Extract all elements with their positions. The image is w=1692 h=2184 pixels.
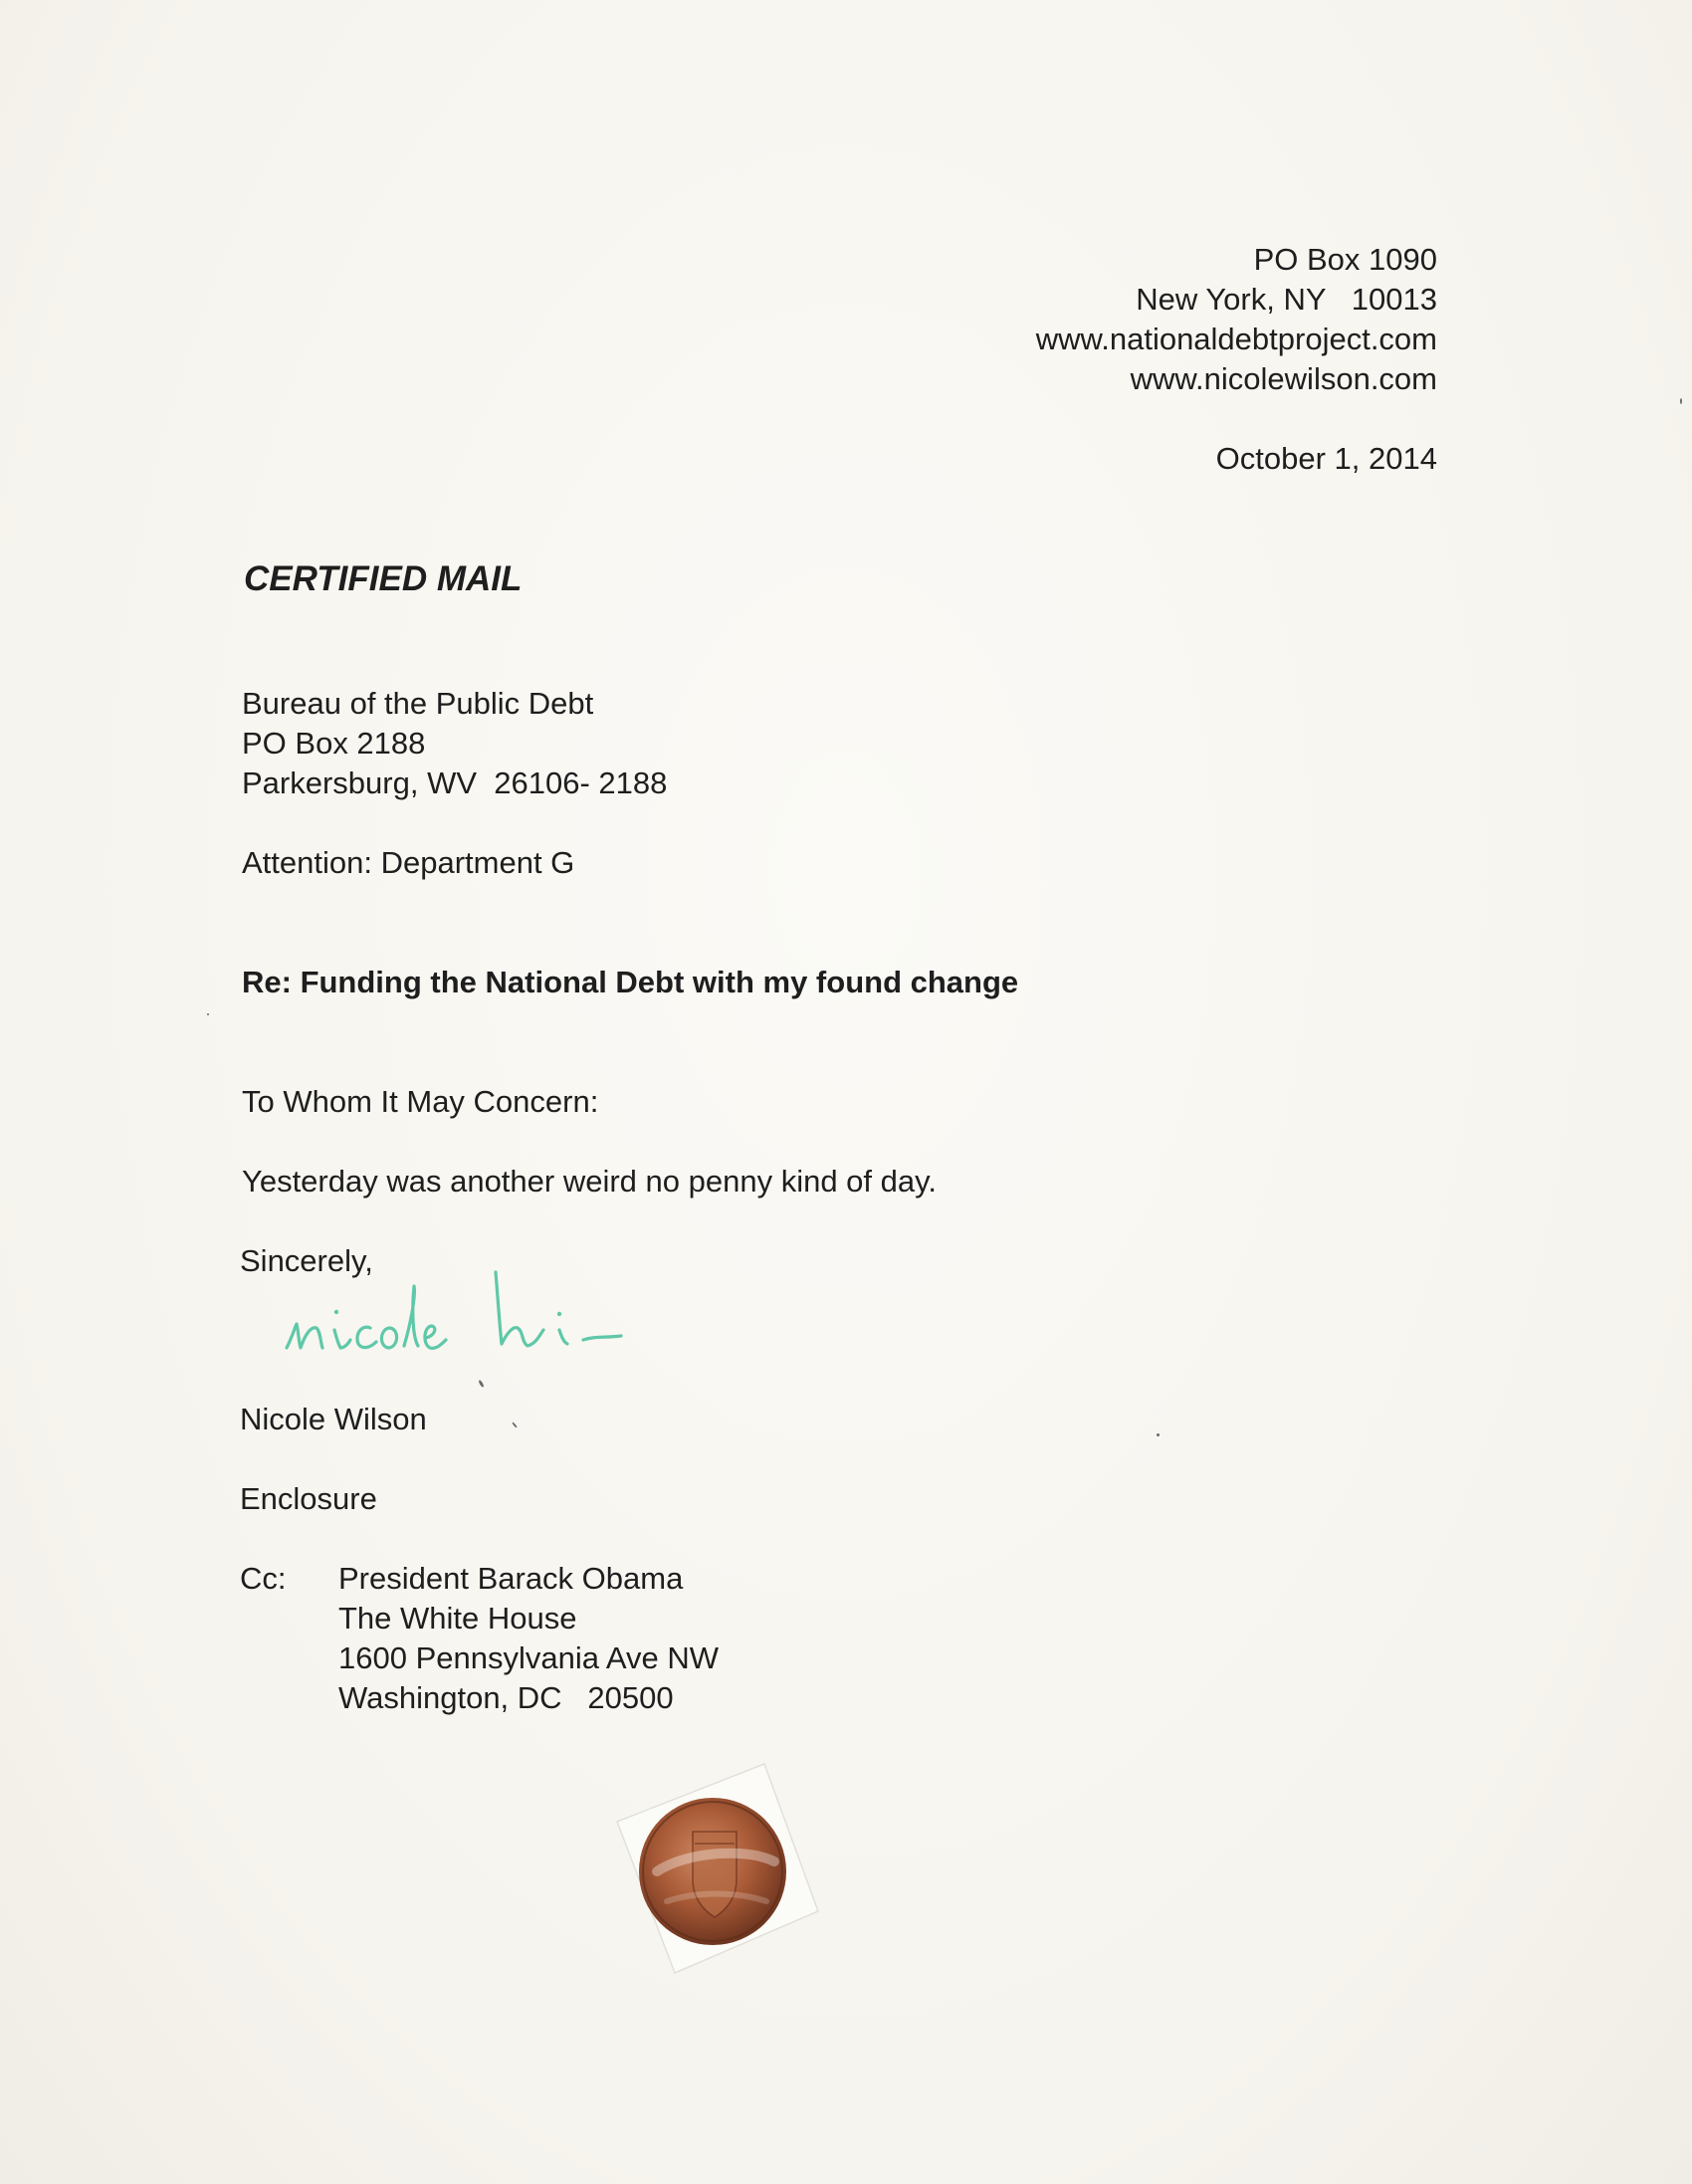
cc-street: 1600 Pennsylvania Ave NW [338, 1640, 719, 1675]
sender-website-1: www.nationaldebtproject.com [1035, 322, 1437, 356]
handwritten-signature [279, 1256, 657, 1366]
paper-speck [478, 1380, 485, 1388]
sender-website-2: www.nicolewilson.com [1130, 361, 1437, 396]
paper-speck [512, 1421, 518, 1428]
recipient-po-box: PO Box 2188 [242, 726, 426, 761]
sender-city-line: New York, NY 10013 [1136, 282, 1437, 317]
cc-name: President Barack Obama [338, 1561, 684, 1596]
cc-city-line: Washington, DC 20500 [338, 1680, 674, 1715]
recipient-address [242, 684, 667, 803]
mail-type-heading: CERTIFIED MAIL [244, 559, 523, 598]
recipient-name: Bureau of the Public Debt [242, 686, 594, 721]
cc-label: Cc: [240, 1561, 287, 1596]
signer-name: Nicole Wilson [240, 1402, 427, 1436]
sender-po-box: PO Box 1090 [1253, 242, 1437, 277]
recipient-city-line: Parkersburg, WV 26106- 2188 [242, 765, 668, 800]
letter-date: October 1, 2014 [1215, 441, 1437, 476]
paper-speck [1157, 1433, 1160, 1436]
paper-speck [1680, 398, 1682, 404]
letter-body: Yesterday was another weird no penny kind of day. [242, 1164, 937, 1199]
paper-speck [207, 1013, 209, 1015]
closing: Sincerely, [240, 1243, 373, 1278]
cc-address [338, 1559, 719, 1718]
cc-org: The White House [338, 1601, 577, 1636]
subject-line: Re: Funding the National Debt with my found change [242, 965, 1019, 999]
taped-penny [597, 1752, 836, 1991]
sender-address [1036, 240, 1437, 399]
enclosure-note: Enclosure [240, 1481, 377, 1516]
salutation: To Whom It May Concern: [242, 1084, 599, 1119]
attention-line: Attention: Department G [242, 845, 575, 880]
